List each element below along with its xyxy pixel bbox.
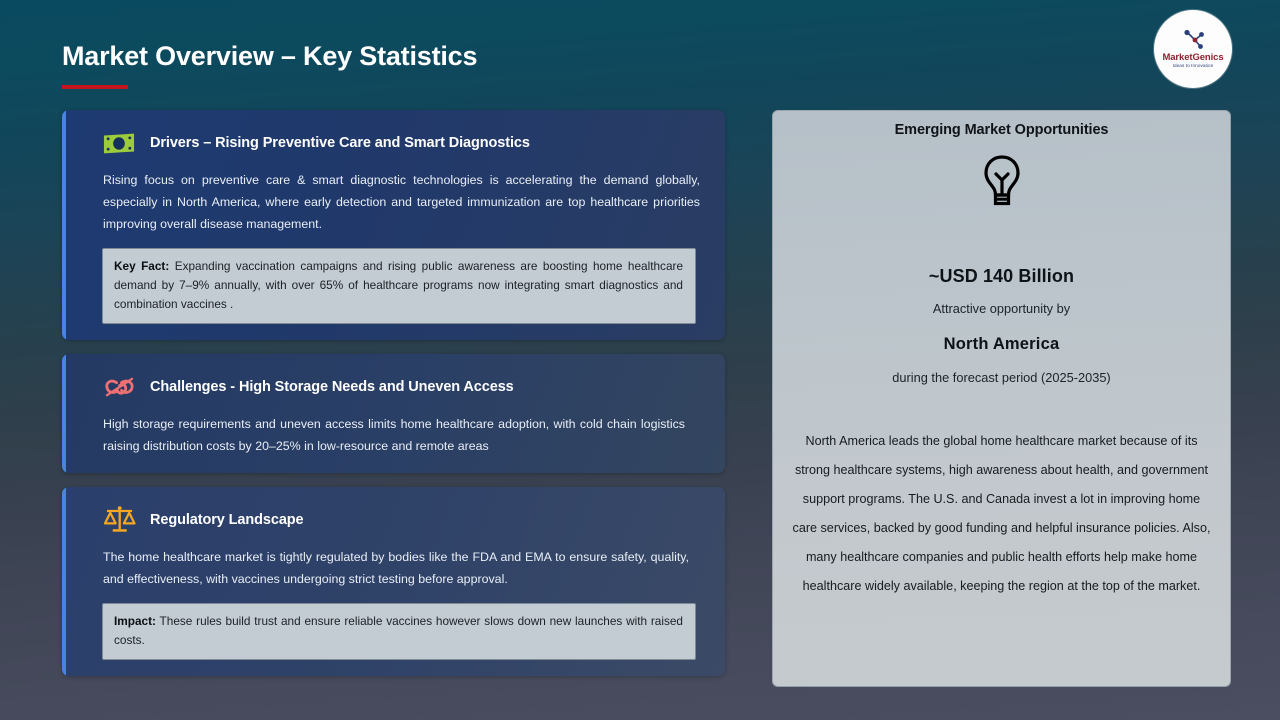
panel-description: North America leads the global home healthcare market because of its strong healthcare systems, high awareness about health, and government support programs. The U.S. and Canada invest a lot in improving home care services, backed by good funding and helpful insurance policies. Also, many healthcare companies and public health efforts help make home healthcare widely available, keeping the region at the top of the market. xyxy=(792,434,1211,593)
card-header xyxy=(102,505,703,535)
key-fact-label: Key Fact: xyxy=(114,259,170,273)
card-title: Drivers – Rising Preventive Care and Smart Diagnostics xyxy=(150,135,530,151)
opportunity-subtitle: Attractive opportunity by xyxy=(932,301,1071,316)
scales-of-justice-icon xyxy=(102,505,136,535)
title-underline-rule xyxy=(62,85,128,89)
card-title: Challenges - High Storage Needs and Uneven Access xyxy=(150,379,514,395)
card-body-text: The home healthcare market is tightly regulated by bodies like the FDA and EMA to ensure safety, quality, and effectiveness, with vaccines undergoing strict testing before approval. xyxy=(103,550,689,586)
card-body-text: High storage requirements and uneven access limits home healthcare adoption, with cold chain logistics raising distribution costs by 20–25% in low-resource and remote areas xyxy=(103,417,685,453)
market-value: ~USD 140 Billion xyxy=(928,266,1075,286)
leading-region: North America xyxy=(943,335,1060,353)
key-fact-callout xyxy=(102,248,696,324)
card-body-text: Rising focus on preventive care & smart diagnostic technologies is accelerating the demand globally, especially in North America, where early detection and targeted immunization are top healthcare priorities improving overall disease management. xyxy=(103,173,700,231)
logo-tagline: Ideas to Innovation xyxy=(1172,63,1214,69)
card-title: Regulatory Landscape xyxy=(150,512,304,528)
card-accent-bar xyxy=(62,354,66,473)
card-accent-bar xyxy=(62,487,66,676)
brand-logo[interactable] xyxy=(1154,10,1232,88)
card-header xyxy=(102,128,703,158)
opportunity-stats xyxy=(773,266,1230,385)
money-banknote-icon xyxy=(102,128,136,158)
impact-text: These rules build trust and ensure reliable vaccines however slows down new launches with raised costs. xyxy=(114,614,683,647)
card-drivers[interactable] xyxy=(62,110,725,340)
network-nodes-icon xyxy=(1180,29,1206,51)
page-title: Market Overview – Key Statistics xyxy=(62,41,478,71)
impact-callout xyxy=(102,603,696,660)
emerging-market-opportunities-panel xyxy=(772,110,1231,687)
key-fact-text: Expanding vaccination campaigns and rising public awareness are boosting home healthcare demand by 7–9% annually, with over 65% of healthcare programs now integrating smart diagnostics and combination vaccines . xyxy=(114,259,683,311)
forecast-period: during the forecast period (2025-2035) xyxy=(892,370,1111,385)
key-statistics-card-list xyxy=(62,110,725,690)
card-regulatory[interactable] xyxy=(62,487,725,676)
panel-title: Emerging Market Opportunities xyxy=(894,122,1109,138)
impact-label: Impact: xyxy=(114,614,156,628)
card-challenges[interactable] xyxy=(62,354,725,473)
logo-wordmark: MarketGenics xyxy=(1162,51,1224,63)
page-header xyxy=(0,0,1280,100)
lightbulb-icon xyxy=(980,154,1024,210)
broken-link-icon xyxy=(102,372,136,402)
card-accent-bar xyxy=(62,110,66,340)
lightbulb-icon-wrap xyxy=(773,154,1230,210)
card-header xyxy=(102,372,703,402)
